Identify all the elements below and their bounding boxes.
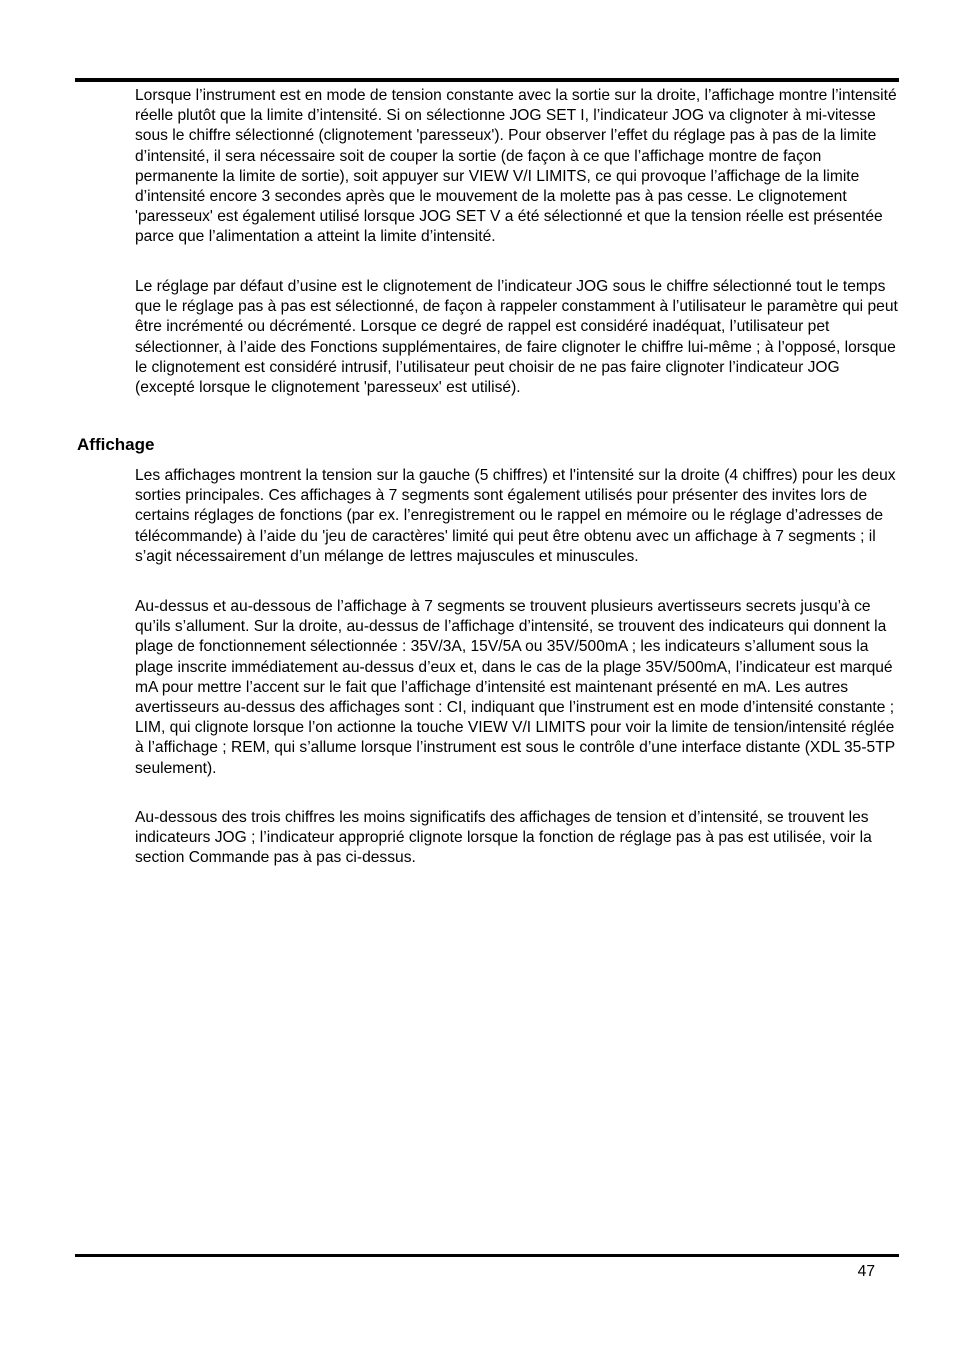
paragraph-output-display: Lorsque l’instrument est en mode de tension constante avec la sortie sur la droite, l’affichage montre l’intensité réelle plutôt que la limite d’intensité. Si on sélectionne JOG SET I, l’indicateur JOG va clignoter à mi-vitesse sous le chiffre sélectionné (clignotement 'paresseux'). Pour observer l’effet du réglage pas à pas de la limite d’intensité, il sera nécessaire soit de couper la sortie (de façon à ce que l’affichage montre de façon permanente la limite de sortie), soit appuyer sur VIEW V/I LIMITS, ce qui provoque l’affichage de la limite d’intensité encore 3 secondes après que le mouvement de la molette pas à pas cesse. Le clignotement 'paresseux' est également utilisé lorsque JOG SET V a été sélectionné et que la tension réelle est présentée parce que l’alimentation a atteint la limite d’intensité.: [135, 87, 897, 246]
paragraph-jog-default: Le réglage par défaut d’usine est le clignotement de l’indicateur JOG sous le chiffre sélectionné tout le temps que le réglage pas à pas est sélectionné, de façon à rappeler constamment à l’utilisateur le paramètre qui peut être incrémenté ou décrémenté. Lorsque ce degré de rappel est considéré inadéquat, l’utilisateur pet sélectionner, à l’aide des Fonctions supplémentaires, de faire clignoter le chiffre lui-même ; à l’opposé, lorsque le clignotement est considéré intrusif, l’utilisateur peut choisir de ne pas faire clignoter l’indicateur JOG (excepté lorsque le clignotement 'paresseux' est utilisé).: [135, 278, 898, 397]
paragraph-annunciators: Au-dessus et au-dessous de l’affichage à 7 segments se trouvent plusieurs avertisseurs secrets jusqu’à ce qu’ils s’allument. Sur la droite, au-dessus de l’affichage d’intensité, se trouvent des indicateurs qui donnent la plage de fonctionnement sélectionnée : 35V/3A, 15V/5A ou 35V/500mA ; les indicateurs s’allument sous la plage inscrite immédiatement au-dessus d’eux et, dans le cas de la plage 35V/500mA, l’indicateur est marqué mA pour mettre l’accent sur le fait que l’affichage d’intensité est maintenant présenté en mA. Les autres avertisseurs au-dessus des affichages sont : CI, indiquant que l’instrument est en mode d’intensité constante ; LIM, qui clignote lorsque l’on actionne la touche VIEW V/I LIMITS pour voir la limite de tension/intensité réglée à l’affichage ; REM, qui s’allume lorsque l’instrument est sous le contrôle d’une interface distante (XDL 35-5TP seulement).: [135, 598, 895, 777]
section-heading-affichage: Affichage: [77, 435, 155, 454]
footer-rule: [75, 1254, 899, 1257]
paragraph-displays: Les affichages montrent la tension sur la gauche (5 chiffres) et l'intensité sur la droite (4 chiffres) pour les deux sorties principales. Ces affichages à 7 segments sont également utilisés pour présenter des invites lors de certains réglages de fonctions (par ex. l’enregistrement ou le rappel en mémoire ou le réglage d’adresses de télécommande) à l’aide du 'jeu de caractères' limité qui peut être obtenu avec un affichage à 7 segments ; il s’agit nécessairement d’un mélange de lettres majuscules et minuscules.: [135, 467, 896, 565]
header-rule: [75, 78, 899, 82]
page-number: 47: [857, 1263, 875, 1280]
paragraph-jog-indicators: Au-dessous des trois chiffres les moins significatifs des affichages de tension et d’intensité, se trouvent les indicateurs JOG ; l’indicateur approprié clignote lorsque la fonction de réglage pas à pas est utilisée, voir la section Commande pas à pas ci-dessus.: [135, 809, 872, 867]
